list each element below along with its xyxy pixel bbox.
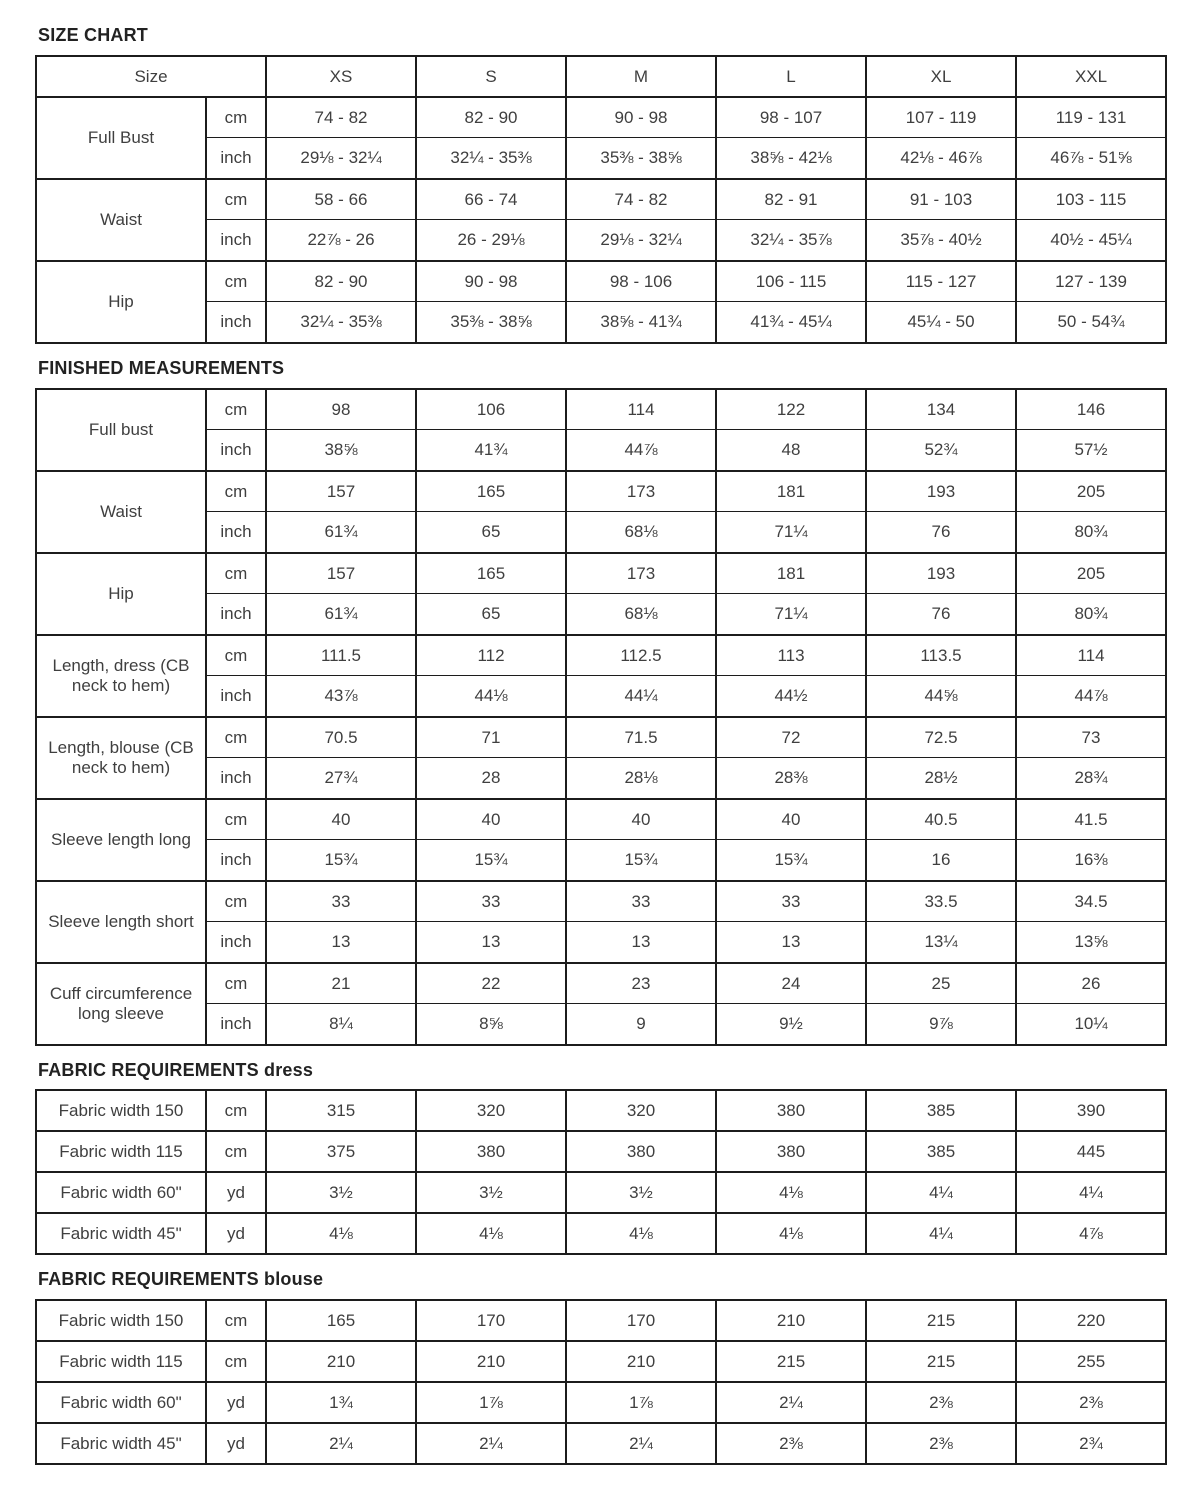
row-label: Sleeve length long bbox=[36, 799, 206, 881]
value-cell: 23 bbox=[566, 963, 716, 1004]
value-cell: 4¼ bbox=[866, 1172, 1016, 1213]
value-cell: 2⅜ bbox=[716, 1423, 866, 1464]
value-cell: 165 bbox=[416, 553, 566, 594]
unit-label: inch bbox=[206, 594, 266, 635]
value-cell: 113.5 bbox=[866, 635, 1016, 676]
value-cell: 13¼ bbox=[866, 922, 1016, 963]
unit-label: cm bbox=[206, 1300, 266, 1341]
unit-label: cm bbox=[206, 799, 266, 840]
value-cell: 3½ bbox=[416, 1172, 566, 1213]
row-label: Fabric width 150 bbox=[36, 1090, 206, 1131]
size-header-label: Size bbox=[36, 56, 266, 97]
table-row bbox=[36, 430, 1166, 471]
value-cell: 4⅛ bbox=[266, 1213, 416, 1254]
row-label: Hip bbox=[36, 261, 206, 343]
value-cell: 45¼ - 50 bbox=[866, 302, 1016, 343]
value-cell: 215 bbox=[866, 1341, 1016, 1382]
value-cell: 43⅞ bbox=[266, 676, 416, 717]
value-cell: 157 bbox=[266, 553, 416, 594]
value-cell: 4⅛ bbox=[566, 1213, 716, 1254]
value-cell: 82 - 91 bbox=[716, 179, 866, 220]
value-cell: 4¼ bbox=[1016, 1172, 1166, 1213]
value-cell: 2⅜ bbox=[866, 1382, 1016, 1423]
value-cell: 76 bbox=[866, 594, 1016, 635]
value-cell: 41¾ bbox=[416, 430, 566, 471]
table-row bbox=[36, 1423, 1166, 1464]
value-cell: 28 bbox=[416, 758, 566, 799]
value-cell: 76 bbox=[866, 512, 1016, 553]
value-cell: 173 bbox=[566, 471, 716, 512]
table-row bbox=[36, 1131, 1166, 1172]
fabric-requirements-blouse-table bbox=[35, 1299, 1167, 1465]
value-cell: 38⅝ - 42⅛ bbox=[716, 138, 866, 179]
value-cell: 210 bbox=[716, 1300, 866, 1341]
table-row bbox=[36, 179, 1166, 220]
value-cell: 32¼ - 35⅜ bbox=[416, 138, 566, 179]
unit-label: inch bbox=[206, 220, 266, 261]
unit-label: cm bbox=[206, 389, 266, 430]
finished-measurements-title: FINISHED MEASUREMENTS bbox=[38, 357, 285, 378]
value-cell: 9⅞ bbox=[866, 1004, 1016, 1045]
value-cell: 91 - 103 bbox=[866, 179, 1016, 220]
value-cell: 385 bbox=[866, 1090, 1016, 1131]
value-cell: 24 bbox=[716, 963, 866, 1004]
value-cell: 2¾ bbox=[1016, 1423, 1166, 1464]
value-cell: 111.5 bbox=[266, 635, 416, 676]
table-row bbox=[36, 553, 1166, 594]
value-cell: 65 bbox=[416, 594, 566, 635]
value-cell: 29⅛ - 32¼ bbox=[266, 138, 416, 179]
value-cell: 8¼ bbox=[266, 1004, 416, 1045]
value-cell: 113 bbox=[716, 635, 866, 676]
value-cell: 40 bbox=[416, 799, 566, 840]
value-cell: 74 - 82 bbox=[266, 97, 416, 138]
value-cell: 4⅛ bbox=[716, 1213, 866, 1254]
value-cell: 320 bbox=[416, 1090, 566, 1131]
unit-label: inch bbox=[206, 138, 266, 179]
value-cell: 210 bbox=[266, 1341, 416, 1382]
value-cell: 71¼ bbox=[716, 512, 866, 553]
value-cell: 380 bbox=[566, 1131, 716, 1172]
unit-label: yd bbox=[206, 1213, 266, 1254]
value-cell: 25 bbox=[866, 963, 1016, 1004]
unit-label: inch bbox=[206, 302, 266, 343]
table-row bbox=[36, 1213, 1166, 1254]
value-cell: 68⅛ bbox=[566, 594, 716, 635]
row-label: Full Bust bbox=[36, 97, 206, 179]
table-row bbox=[36, 1090, 1166, 1131]
row-label: Length, blouse (CB neck to hem) bbox=[36, 717, 206, 799]
value-cell: 10¼ bbox=[1016, 1004, 1166, 1045]
value-cell: 114 bbox=[566, 389, 716, 430]
value-cell: 16 bbox=[866, 840, 1016, 881]
value-cell: 3½ bbox=[566, 1172, 716, 1213]
value-cell: 27¾ bbox=[266, 758, 416, 799]
unit-label: cm bbox=[206, 635, 266, 676]
value-cell: 35⅜ - 38⅝ bbox=[416, 302, 566, 343]
row-label: Cuff circumference long sleeve bbox=[36, 963, 206, 1045]
value-cell: 114 bbox=[1016, 635, 1166, 676]
value-cell: 134 bbox=[866, 389, 1016, 430]
value-cell: 38⅝ bbox=[266, 430, 416, 471]
value-cell: 22⅞ - 26 bbox=[266, 220, 416, 261]
table-row bbox=[36, 512, 1166, 553]
value-cell: 2⅜ bbox=[1016, 1382, 1166, 1423]
size-header-cell: S bbox=[416, 56, 566, 97]
size-chart-table bbox=[35, 55, 1167, 344]
value-cell: 115 - 127 bbox=[866, 261, 1016, 302]
row-label: Fabric width 45" bbox=[36, 1213, 206, 1254]
unit-label: cm bbox=[206, 97, 266, 138]
value-cell: 71.5 bbox=[566, 717, 716, 758]
table-row bbox=[36, 389, 1166, 430]
size-header-cell: XL bbox=[866, 56, 1016, 97]
value-cell: 380 bbox=[416, 1131, 566, 1172]
size-header-cell: M bbox=[566, 56, 716, 97]
value-cell: 73 bbox=[1016, 717, 1166, 758]
value-cell: 122 bbox=[716, 389, 866, 430]
value-cell: 255 bbox=[1016, 1341, 1166, 1382]
value-cell: 112.5 bbox=[566, 635, 716, 676]
unit-label: inch bbox=[206, 1004, 266, 1045]
value-cell: 44½ bbox=[716, 676, 866, 717]
row-label: Fabric width 60" bbox=[36, 1172, 206, 1213]
value-cell: 9½ bbox=[716, 1004, 866, 1045]
table-row bbox=[36, 97, 1166, 138]
value-cell: 103 - 115 bbox=[1016, 179, 1166, 220]
value-cell: 26 - 29⅛ bbox=[416, 220, 566, 261]
fabric-requirements-dress-table bbox=[35, 1089, 1167, 1255]
table-row bbox=[36, 799, 1166, 840]
value-cell: 220 bbox=[1016, 1300, 1166, 1341]
value-cell: 66 - 74 bbox=[416, 179, 566, 220]
unit-label: inch bbox=[206, 758, 266, 799]
table-row bbox=[36, 758, 1166, 799]
value-cell: 13⅝ bbox=[1016, 922, 1166, 963]
value-cell: 58 - 66 bbox=[266, 179, 416, 220]
value-cell: 38⅝ - 41¾ bbox=[566, 302, 716, 343]
unit-label: cm bbox=[206, 261, 266, 302]
value-cell: 210 bbox=[416, 1341, 566, 1382]
table-row bbox=[36, 471, 1166, 512]
value-cell: 21 bbox=[266, 963, 416, 1004]
row-label: Waist bbox=[36, 471, 206, 553]
table-row bbox=[36, 261, 1166, 302]
value-cell: 44¼ bbox=[566, 676, 716, 717]
value-cell: 33 bbox=[566, 881, 716, 922]
fabric-requirements-dress-title: FABRIC REQUIREMENTS dress bbox=[38, 1059, 314, 1080]
value-cell: 181 bbox=[716, 553, 866, 594]
value-cell: 82 - 90 bbox=[266, 261, 416, 302]
value-cell: 90 - 98 bbox=[416, 261, 566, 302]
value-cell: 2¼ bbox=[266, 1423, 416, 1464]
value-cell: 13 bbox=[566, 922, 716, 963]
value-cell: 4⅛ bbox=[416, 1213, 566, 1254]
table-row bbox=[36, 676, 1166, 717]
row-label: Length, dress (CB neck to hem) bbox=[36, 635, 206, 717]
value-cell: 28⅜ bbox=[716, 758, 866, 799]
value-cell: 380 bbox=[716, 1090, 866, 1131]
value-cell: 61¾ bbox=[266, 512, 416, 553]
value-cell: 48 bbox=[716, 430, 866, 471]
table-row bbox=[36, 963, 1166, 1004]
value-cell: 2⅜ bbox=[866, 1423, 1016, 1464]
value-cell: 33 bbox=[716, 881, 866, 922]
row-label: Fabric width 60" bbox=[36, 1382, 206, 1423]
value-cell: 193 bbox=[866, 471, 1016, 512]
value-cell: 106 - 115 bbox=[716, 261, 866, 302]
finished-measurements-table bbox=[35, 388, 1167, 1046]
value-cell: 157 bbox=[266, 471, 416, 512]
value-cell: 380 bbox=[716, 1131, 866, 1172]
value-cell: 72 bbox=[716, 717, 866, 758]
table-row bbox=[36, 302, 1166, 343]
value-cell: 170 bbox=[566, 1300, 716, 1341]
table-row bbox=[36, 922, 1166, 963]
value-cell: 106 bbox=[416, 389, 566, 430]
value-cell: 28½ bbox=[866, 758, 1016, 799]
value-cell: 4⅛ bbox=[716, 1172, 866, 1213]
value-cell: 127 - 139 bbox=[1016, 261, 1166, 302]
unit-label: cm bbox=[206, 1090, 266, 1131]
size-header-cell: XXL bbox=[1016, 56, 1166, 97]
row-label: Fabric width 150 bbox=[36, 1300, 206, 1341]
value-cell: 205 bbox=[1016, 471, 1166, 512]
value-cell: 46⅞ - 51⅝ bbox=[1016, 138, 1166, 179]
value-cell: 74 - 82 bbox=[566, 179, 716, 220]
value-cell: 15¾ bbox=[266, 840, 416, 881]
unit-label: cm bbox=[206, 471, 266, 512]
value-cell: 16⅜ bbox=[1016, 840, 1166, 881]
value-cell: 215 bbox=[716, 1341, 866, 1382]
table-row bbox=[36, 1341, 1166, 1382]
row-label: Waist bbox=[36, 179, 206, 261]
table-row bbox=[36, 1300, 1166, 1341]
value-cell: 2¼ bbox=[716, 1382, 866, 1423]
value-cell: 82 - 90 bbox=[416, 97, 566, 138]
value-cell: 72.5 bbox=[866, 717, 1016, 758]
value-cell: 68⅛ bbox=[566, 512, 716, 553]
value-cell: 215 bbox=[866, 1300, 1016, 1341]
value-cell: 210 bbox=[566, 1341, 716, 1382]
unit-label: inch bbox=[206, 676, 266, 717]
value-cell: 1⅞ bbox=[416, 1382, 566, 1423]
value-cell: 13 bbox=[416, 922, 566, 963]
value-cell: 65 bbox=[416, 512, 566, 553]
value-cell: 40 bbox=[266, 799, 416, 840]
table-row bbox=[36, 1382, 1166, 1423]
value-cell: 98 bbox=[266, 389, 416, 430]
value-cell: 40.5 bbox=[866, 799, 1016, 840]
unit-label: cm bbox=[206, 963, 266, 1004]
value-cell: 170 bbox=[416, 1300, 566, 1341]
value-cell: 15¾ bbox=[716, 840, 866, 881]
unit-label: yd bbox=[206, 1423, 266, 1464]
value-cell: 2¼ bbox=[566, 1423, 716, 1464]
value-cell: 1¾ bbox=[266, 1382, 416, 1423]
value-cell: 44⅝ bbox=[866, 676, 1016, 717]
table-row bbox=[36, 1172, 1166, 1213]
value-cell: 1⅞ bbox=[566, 1382, 716, 1423]
value-cell: 22 bbox=[416, 963, 566, 1004]
value-cell: 13 bbox=[716, 922, 866, 963]
value-cell: 80¾ bbox=[1016, 594, 1166, 635]
value-cell: 9 bbox=[566, 1004, 716, 1045]
value-cell: 57½ bbox=[1016, 430, 1166, 471]
value-cell: 29⅛ - 32¼ bbox=[566, 220, 716, 261]
unit-label: cm bbox=[206, 1341, 266, 1382]
value-cell: 146 bbox=[1016, 389, 1166, 430]
value-cell: 28¾ bbox=[1016, 758, 1166, 799]
value-cell: 165 bbox=[416, 471, 566, 512]
value-cell: 90 - 98 bbox=[566, 97, 716, 138]
value-cell: 8⅝ bbox=[416, 1004, 566, 1045]
value-cell: 315 bbox=[266, 1090, 416, 1131]
unit-label: yd bbox=[206, 1382, 266, 1423]
value-cell: 35⅞ - 40½ bbox=[866, 220, 1016, 261]
size-header-row bbox=[36, 56, 1166, 97]
unit-label: cm bbox=[206, 553, 266, 594]
row-label: Full bust bbox=[36, 389, 206, 471]
value-cell: 28⅛ bbox=[566, 758, 716, 799]
unit-label: cm bbox=[206, 1131, 266, 1172]
value-cell: 41¾ - 45¼ bbox=[716, 302, 866, 343]
unit-label: inch bbox=[206, 430, 266, 471]
size-header-cell: L bbox=[716, 56, 866, 97]
value-cell: 44⅛ bbox=[416, 676, 566, 717]
value-cell: 44⅞ bbox=[566, 430, 716, 471]
row-label: Fabric width 45" bbox=[36, 1423, 206, 1464]
value-cell: 119 - 131 bbox=[1016, 97, 1166, 138]
table-row bbox=[36, 635, 1166, 676]
value-cell: 71¼ bbox=[716, 594, 866, 635]
value-cell: 112 bbox=[416, 635, 566, 676]
table-row bbox=[36, 840, 1166, 881]
value-cell: 385 bbox=[866, 1131, 1016, 1172]
value-cell: 4¼ bbox=[866, 1213, 1016, 1254]
value-cell: 40½ - 45¼ bbox=[1016, 220, 1166, 261]
value-cell: 173 bbox=[566, 553, 716, 594]
value-cell: 34.5 bbox=[1016, 881, 1166, 922]
row-label: Fabric width 115 bbox=[36, 1341, 206, 1382]
value-cell: 98 - 106 bbox=[566, 261, 716, 302]
table-row bbox=[36, 220, 1166, 261]
table-row bbox=[36, 138, 1166, 179]
value-cell: 61¾ bbox=[266, 594, 416, 635]
value-cell: 40 bbox=[566, 799, 716, 840]
value-cell: 390 bbox=[1016, 1090, 1166, 1131]
unit-label: inch bbox=[206, 512, 266, 553]
value-cell: 32¼ - 35⅜ bbox=[266, 302, 416, 343]
value-cell: 4⅞ bbox=[1016, 1213, 1166, 1254]
value-cell: 33 bbox=[266, 881, 416, 922]
table-row bbox=[36, 717, 1166, 758]
value-cell: 44⅞ bbox=[1016, 676, 1166, 717]
value-cell: 445 bbox=[1016, 1131, 1166, 1172]
table-row bbox=[36, 881, 1166, 922]
table-row bbox=[36, 594, 1166, 635]
value-cell: 40 bbox=[716, 799, 866, 840]
value-cell: 13 bbox=[266, 922, 416, 963]
value-cell: 3½ bbox=[266, 1172, 416, 1213]
value-cell: 15¾ bbox=[416, 840, 566, 881]
row-label: Sleeve length short bbox=[36, 881, 206, 963]
unit-label: inch bbox=[206, 922, 266, 963]
value-cell: 80¾ bbox=[1016, 512, 1166, 553]
value-cell: 70.5 bbox=[266, 717, 416, 758]
value-cell: 165 bbox=[266, 1300, 416, 1341]
value-cell: 26 bbox=[1016, 963, 1166, 1004]
table-row bbox=[36, 1004, 1166, 1045]
fabric-requirements-blouse-title: FABRIC REQUIREMENTS blouse bbox=[38, 1269, 324, 1290]
value-cell: 181 bbox=[716, 471, 866, 512]
row-label: Hip bbox=[36, 553, 206, 635]
size-header-cell: XS bbox=[266, 56, 416, 97]
unit-label: yd bbox=[206, 1172, 266, 1213]
value-cell: 320 bbox=[566, 1090, 716, 1131]
unit-label: cm bbox=[206, 717, 266, 758]
value-cell: 2¼ bbox=[416, 1423, 566, 1464]
value-cell: 205 bbox=[1016, 553, 1166, 594]
value-cell: 15¾ bbox=[566, 840, 716, 881]
value-cell: 32¼ - 35⅞ bbox=[716, 220, 866, 261]
value-cell: 50 - 54¾ bbox=[1016, 302, 1166, 343]
unit-label: cm bbox=[206, 179, 266, 220]
value-cell: 33.5 bbox=[866, 881, 1016, 922]
value-cell: 42⅛ - 46⅞ bbox=[866, 138, 1016, 179]
value-cell: 98 - 107 bbox=[716, 97, 866, 138]
size-chart-title: SIZE CHART bbox=[38, 25, 148, 45]
value-cell: 375 bbox=[266, 1131, 416, 1172]
value-cell: 33 bbox=[416, 881, 566, 922]
value-cell: 52¾ bbox=[866, 430, 1016, 471]
unit-label: inch bbox=[206, 840, 266, 881]
value-cell: 193 bbox=[866, 553, 1016, 594]
value-cell: 35⅜ - 38⅝ bbox=[566, 138, 716, 179]
value-cell: 107 - 119 bbox=[866, 97, 1016, 138]
unit-label: cm bbox=[206, 881, 266, 922]
value-cell: 41.5 bbox=[1016, 799, 1166, 840]
value-cell: 71 bbox=[416, 717, 566, 758]
row-label: Fabric width 115 bbox=[36, 1131, 206, 1172]
